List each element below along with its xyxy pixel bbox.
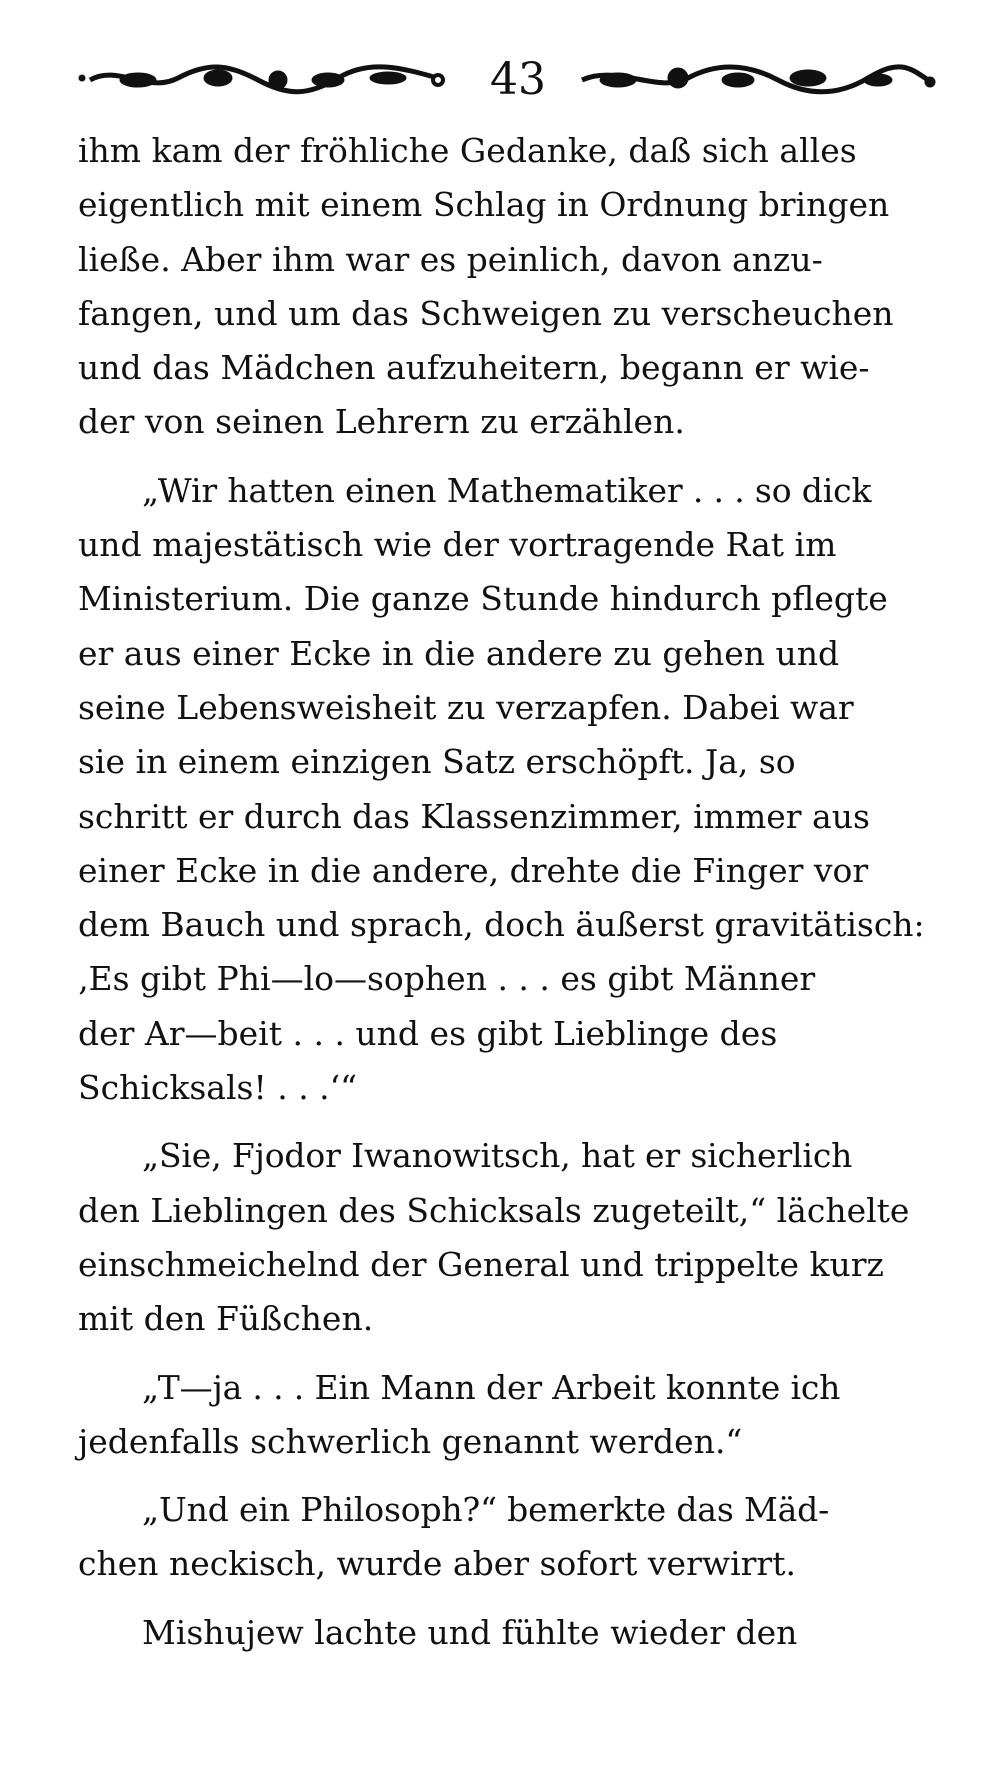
text-line: fangen, und um das Schweigen zu verscheuchen xyxy=(78,293,894,333)
page-number: 43 xyxy=(490,54,546,105)
paragraph xyxy=(78,1483,938,1592)
text-line: Schicksals! . . .‘“ xyxy=(78,1068,358,1108)
text-line: jedenfalls schwerlich genannt werden.“ xyxy=(78,1421,743,1461)
paragraph xyxy=(78,124,938,450)
text-line: der Ar—beit . . . und es gibt Lieblinge des xyxy=(78,1013,778,1053)
body-text xyxy=(78,124,938,1674)
text-line: einer Ecke in die andere, drehte die Finger vor xyxy=(78,850,869,890)
text-line: ihm kam der fröhliche Gedanke, daß sich alles xyxy=(78,131,857,170)
text-line: dem Bauch und sprach, doch äußerst gravitätisch: xyxy=(78,905,925,945)
text-line: den Lieblingen des Schicksals zugeteilt,“ lächelte xyxy=(78,1190,910,1230)
text-line: ‚Es gibt Phi—lo—sophen . . . es gibt Männer xyxy=(78,959,816,999)
ornament-right-icon xyxy=(578,60,938,100)
text-line: seine Lebensweisheit zu verzapfen. Dabei war xyxy=(78,687,854,727)
text-line: sie in einem einzigen Satz erschöpft. Ja, so xyxy=(78,742,796,782)
text-line: und das Mädchen aufzuheitern, begann er wie- xyxy=(78,348,870,388)
text-line: der von seinen Lehrern zu erzählen. xyxy=(78,402,685,442)
text-line: „Wir hatten einen Mathematiker . . . so dick xyxy=(142,470,872,510)
text-line: und majestätisch wie der vortragende Rat im xyxy=(78,525,837,565)
text-line: chen neckisch, wurde aber sofort verwirrt. xyxy=(78,1544,796,1584)
text-line: „Und ein Philosoph?“ bemerkte das Mäd- xyxy=(142,1490,830,1530)
text-line: Ministerium. Die ganze Stunde hindurch pflegte xyxy=(78,579,888,619)
ornament-left-icon xyxy=(78,60,448,100)
text-line: mit den Füßchen. xyxy=(78,1299,374,1339)
text-line: eigentlich mit einem Schlag in Ordnung bringen xyxy=(78,185,890,225)
text-line: er aus einer Ecke in die andere zu gehen und xyxy=(78,633,840,673)
paragraph xyxy=(78,1361,938,1470)
text-line: schritt er durch das Klassenzimmer, immer aus xyxy=(78,796,870,836)
paragraph xyxy=(78,1129,938,1346)
text-line: ließe. Aber ihm war es peinlich, davon anzu- xyxy=(78,239,823,279)
text-line: „T—ja . . . Ein Mann der Arbeit konnte ich xyxy=(142,1367,841,1407)
text-line: einschmeichelnd der General und trippelte kurz xyxy=(78,1244,884,1284)
paragraph xyxy=(78,464,938,1116)
paragraph xyxy=(78,1606,938,1660)
text-line: Mishujew lachte und fühlte wieder den xyxy=(142,1612,798,1652)
page-header xyxy=(78,50,938,110)
text-line: „Sie, Fjodor Iwanowitsch, hat er sicherlich xyxy=(142,1136,853,1176)
